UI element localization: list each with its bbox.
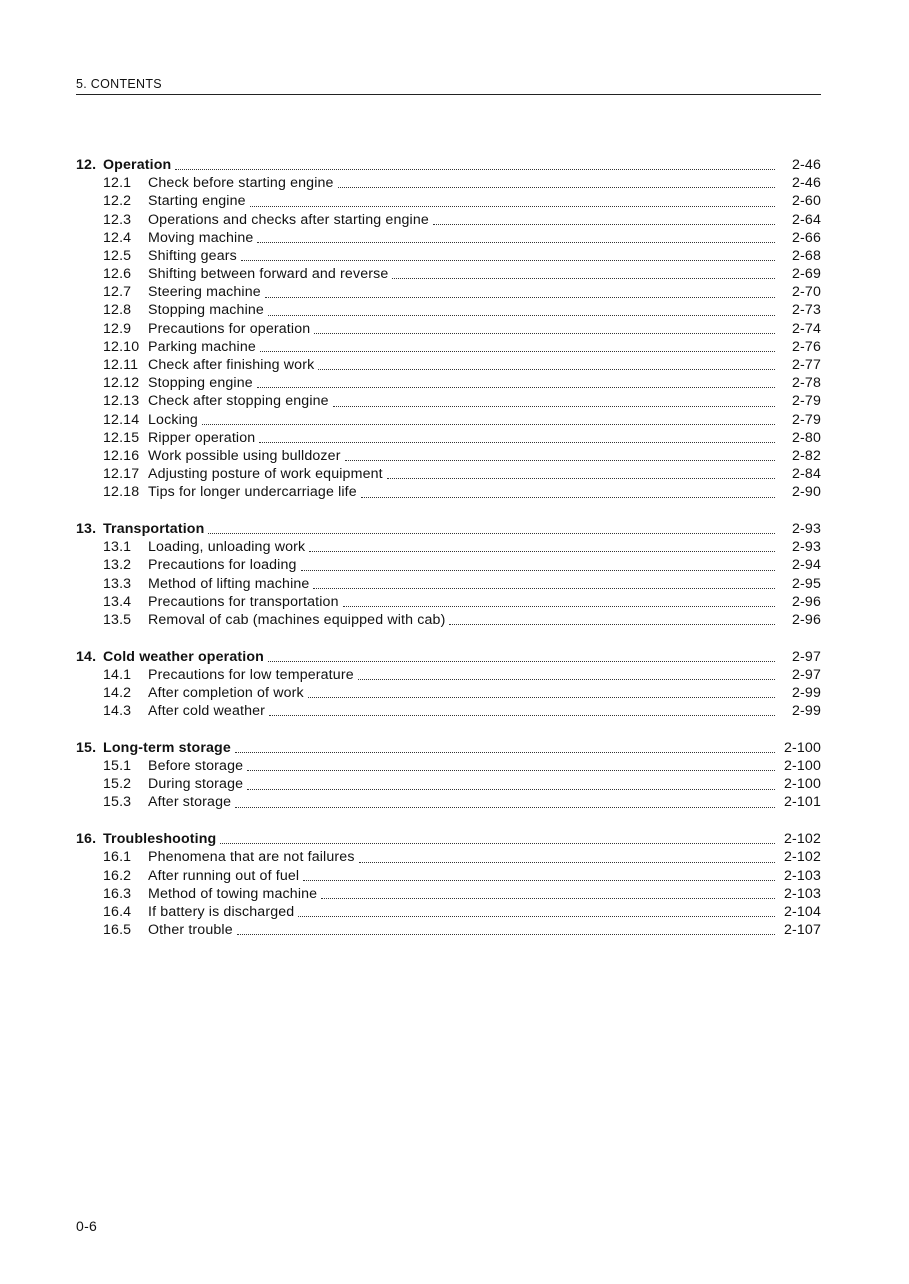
toc-entry-title: Adjusting posture of work equipment [148,466,383,483]
toc-entry-title: Precautions for loading [148,557,297,574]
dot-leader [235,806,775,808]
toc-entry-title: Steering machine [148,284,261,301]
dot-leader [309,550,775,552]
toc-entry-page: 2-73 [792,302,821,319]
toc-entry[interactable] [76,283,821,301]
toc-entry-title: Precautions for operation [148,320,311,337]
toc-section-heading[interactable] [76,520,821,538]
toc-section-heading[interactable] [76,739,821,757]
toc-entry-page: 2-46 [792,175,821,192]
dot-leader [208,532,775,534]
toc-entry-title: Stopping machine [148,302,264,319]
dot-leader [343,605,775,607]
dot-leader [303,879,775,881]
toc-entry-number: 16.4 [103,903,132,920]
toc-entry-number: 12.6 [103,266,132,283]
toc-entry[interactable] [76,702,821,720]
toc-entry-number: 12.12 [103,375,140,392]
toc-entry-number: 12.4 [103,229,132,246]
toc-entry[interactable] [76,575,821,593]
toc-entry-title: Moving machine [148,229,254,246]
page-header [76,76,821,95]
toc-entry-page: 2-96 [792,611,821,628]
toc-entry-number: 13.4 [103,593,132,610]
toc-entry-title: Stopping engine [148,375,253,392]
toc-entry[interactable] [76,374,821,392]
toc-entry-number: 16.1 [103,849,132,866]
toc-entry-title: Before storage [148,758,244,775]
toc-entry[interactable] [76,538,821,556]
toc-entry[interactable] [76,338,821,356]
toc-entry[interactable] [76,867,821,885]
toc-entry-page: 2-107 [783,922,821,939]
dot-leader [250,205,775,207]
toc-entry-page: 2-77 [792,357,821,374]
dot-leader [260,350,775,352]
dot-leader [237,933,775,935]
dot-leader [220,842,775,844]
toc-entry[interactable] [76,429,821,447]
toc-entry[interactable] [76,192,821,210]
toc-entry-title: Shifting between forward and reverse [148,266,389,283]
toc-section [76,520,821,629]
toc-entry-page: 2-80 [792,429,821,446]
toc-entry[interactable] [76,556,821,574]
dot-leader [301,569,775,571]
toc-entry[interactable] [76,229,821,247]
toc-entry[interactable] [76,265,821,283]
toc-entry[interactable] [76,794,821,812]
dot-leader [313,587,775,589]
dot-leader [247,769,775,771]
toc-entry-title: Operations and checks after starting engine [148,211,429,228]
toc-entry[interactable] [76,921,821,939]
toc-section-heading-title: Operation [103,156,172,173]
toc-entry-number: 14.1 [103,666,132,683]
toc-section-heading[interactable] [76,648,821,666]
toc-entry-page: 2-103 [783,885,821,902]
toc-entry-number: 12.18 [103,484,140,501]
toc-entry-page: 2-76 [792,338,821,355]
toc-entry-page: 2-69 [792,266,821,283]
toc-section [76,156,821,502]
toc-entry[interactable] [76,447,821,465]
dot-leader [314,332,775,334]
toc-entry-title: Other trouble [148,922,233,939]
toc-entry-page: 2-79 [792,411,821,428]
toc-entry-title: Phenomena that are not failures [148,849,355,866]
dot-leader [345,459,775,461]
toc-entry[interactable] [76,302,821,320]
toc-entry[interactable] [76,247,821,265]
toc-entry-number: 13.1 [103,539,132,556]
toc-entry-number: 13.5 [103,611,132,628]
dot-leader [257,241,775,243]
toc-entry-page: 2-66 [792,229,821,246]
toc-entry-number: 13.3 [103,575,132,592]
table-of-contents [76,156,821,958]
dot-leader [257,386,775,388]
toc-entry-title: Work possible using bulldozer [148,447,341,464]
dot-leader [361,496,775,498]
toc-entry[interactable] [76,465,821,483]
toc-section-heading-number: 13. [76,521,97,538]
toc-section-heading-page: 2-97 [792,648,821,665]
toc-entry-title: Locking [148,411,198,428]
toc-section-heading-title: Cold weather operation [103,648,264,665]
toc-entry-title: Precautions for low temperature [148,666,354,683]
toc-entry-page: 2-93 [792,539,821,556]
toc-entry-page: 2-96 [792,593,821,610]
toc-entry-title: Check after finishing work [148,357,315,374]
toc-section-heading-number: 16. [76,831,97,848]
toc-entry[interactable] [76,356,821,374]
toc-entry[interactable] [76,903,821,921]
dot-leader [392,277,775,279]
toc-entry-page: 2-102 [783,849,821,866]
dot-leader [338,186,775,188]
dot-leader [318,368,775,370]
dot-leader [235,751,775,753]
dot-leader [333,405,775,407]
dot-leader [247,788,775,790]
toc-entry[interactable] [76,757,821,775]
toc-entry-page: 2-82 [792,447,821,464]
toc-entry-page: 2-60 [792,193,821,210]
dot-leader [358,678,775,680]
toc-entry-number: 14.3 [103,703,132,720]
dot-leader [321,897,775,899]
toc-entry[interactable] [76,611,821,629]
toc-entry-title: Method of lifting machine [148,575,310,592]
toc-entry-number: 12.8 [103,302,132,319]
toc-section [76,830,821,939]
toc-section-heading-page: 2-102 [783,831,821,848]
toc-entry-number: 15.1 [103,758,132,775]
dot-leader [241,259,775,261]
toc-entry-number: 12.14 [103,411,140,428]
toc-entry-title: If battery is discharged [148,903,295,920]
toc-entry-page: 2-74 [792,320,821,337]
toc-entry-page: 2-95 [792,575,821,592]
dot-leader [359,861,775,863]
toc-entry-number: 16.3 [103,885,132,902]
toc-entry-number: 12.3 [103,211,132,228]
toc-section-heading[interactable] [76,156,821,174]
dot-leader [298,915,775,917]
toc-entry-number: 12.5 [103,247,132,264]
toc-entry-title: Shifting gears [148,247,237,264]
toc-entry-page: 2-79 [792,393,821,410]
toc-entry-title: After completion of work [148,685,304,702]
toc-section-heading-page: 2-46 [792,156,821,173]
toc-entry-number: 12.15 [103,429,140,446]
toc-entry[interactable] [76,848,821,866]
page-number: 0-6 [76,1218,98,1234]
toc-entry-number: 12.13 [103,393,140,410]
toc-entry-page: 2-78 [792,375,821,392]
toc-section-heading-title: Troubleshooting [103,831,217,848]
toc-entry-title: Ripper operation [148,429,256,446]
toc-entry-number: 13.2 [103,557,132,574]
toc-entry-page: 2-104 [783,903,821,920]
toc-entry-page: 2-68 [792,247,821,264]
toc-entry-title: Parking machine [148,338,256,355]
dot-leader [259,441,775,443]
toc-entry-page: 2-90 [792,484,821,501]
toc-entry-number: 12.7 [103,284,132,301]
toc-entry-number: 14.2 [103,685,132,702]
toc-entry[interactable] [76,174,821,192]
toc-section-heading-number: 14. [76,648,97,665]
toc-entry-title: Check after stopping engine [148,393,329,410]
toc-entry-page: 2-99 [792,703,821,720]
toc-entry-title: Starting engine [148,193,246,210]
toc-entry[interactable] [76,593,821,611]
toc-entry-page: 2-64 [792,211,821,228]
dot-leader [202,423,775,425]
toc-entry-number: 16.5 [103,922,132,939]
toc-section [76,648,821,721]
toc-entry-number: 12.17 [103,466,140,483]
toc-entry-title: Check before starting engine [148,175,334,192]
toc-entry-number: 12.1 [103,175,132,192]
toc-entry-number: 15.3 [103,794,132,811]
toc-entry[interactable] [76,392,821,410]
toc-entry-number: 16.2 [103,867,132,884]
header-title: 5. CONTENTS [76,76,168,92]
dot-leader [175,168,775,170]
toc-entry-page: 2-100 [783,776,821,793]
toc-entry-page: 2-84 [792,466,821,483]
dot-leader [268,314,775,316]
dot-leader [269,714,775,716]
toc-entry[interactable] [76,320,821,338]
toc-entry-page: 2-97 [792,666,821,683]
toc-entry-title: Precautions for transportation [148,593,339,610]
toc-section [76,739,821,812]
dot-leader [308,696,775,698]
toc-entry-title: After cold weather [148,703,266,720]
toc-section-heading-number: 15. [76,739,97,756]
toc-entry-title: After storage [148,794,232,811]
toc-section-heading-title: Long-term storage [103,739,231,756]
toc-section-heading[interactable] [76,830,821,848]
toc-entry-number: 12.9 [103,320,132,337]
toc-entry-page: 2-103 [783,867,821,884]
toc-entry[interactable] [76,666,821,684]
toc-entry-number: 12.10 [103,338,140,355]
toc-entry[interactable] [76,411,821,429]
toc-entry-title: Removal of cab (machines equipped with cab) [148,611,446,628]
dot-leader [387,477,775,479]
toc-entry[interactable] [76,885,821,903]
toc-entry-number: 12.16 [103,447,140,464]
toc-entry[interactable] [76,775,821,793]
toc-section-heading-page: 2-100 [783,739,821,756]
toc-section-heading-title: Transportation [103,521,205,538]
dot-leader [433,223,775,225]
toc-entry[interactable] [76,483,821,501]
toc-entry-title: Method of towing machine [148,885,318,902]
toc-entry-title: Loading, unloading work [148,539,306,556]
toc-entry-page: 2-100 [783,758,821,775]
toc-entry[interactable] [76,211,821,229]
toc-entry-title: During storage [148,776,244,793]
dot-leader [449,623,775,625]
toc-entry-title: After running out of fuel [148,867,300,884]
toc-entry[interactable] [76,684,821,702]
toc-entry-page: 2-70 [792,284,821,301]
toc-section-heading-number: 12. [76,156,97,173]
toc-entry-title: Tips for longer undercarriage life [148,484,357,501]
dot-leader [268,660,775,662]
toc-entry-page: 2-94 [792,557,821,574]
toc-entry-page: 2-101 [783,794,821,811]
dot-leader [265,296,775,298]
toc-entry-number: 12.2 [103,193,132,210]
toc-entry-number: 12.11 [103,357,139,374]
toc-section-heading-page: 2-93 [792,521,821,538]
toc-entry-page: 2-99 [792,685,821,702]
toc-entry-number: 15.2 [103,776,132,793]
